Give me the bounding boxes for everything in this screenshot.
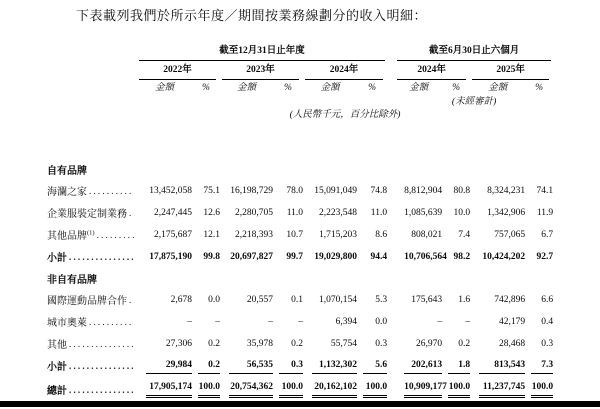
amount-cell: 1,085,639 — [404, 208, 443, 218]
amount-cell: 175,643 — [411, 295, 443, 305]
percent-cell: 5.6 — [357, 352, 387, 374]
spacer-cell — [387, 80, 395, 94]
amount-cell: 1,715,203 — [319, 230, 357, 240]
percent-cell: 11.0 — [286, 208, 303, 218]
amount-cell: 1,132,302 — [303, 352, 357, 374]
revenue-by-business-line-table — [47, 46, 553, 398]
row-label: 國際運動品牌合作 — [47, 296, 127, 307]
unaudited-note: (未經審計) — [451, 97, 497, 107]
dot-leader — [69, 251, 134, 264]
row-label-cell — [47, 199, 137, 221]
year-2023-cell — [220, 61, 303, 80]
amount-cell: 10,424,202 — [482, 252, 526, 262]
amount-cell: 35,978 — [246, 339, 273, 349]
row-label: 其他 — [47, 340, 67, 351]
year-2022-cell — [137, 61, 220, 80]
percent-cell: 99.7 — [286, 252, 303, 262]
percent-cell: 94.4 — [370, 252, 388, 262]
amount-cell: 813,543 — [470, 352, 525, 374]
percent-cell: 0.3 — [375, 339, 388, 349]
period-group-header-row — [47, 46, 553, 61]
percent-cell: 100.0 — [273, 374, 303, 398]
row-label-cell — [47, 221, 137, 243]
percent-cell: 0.2 — [291, 339, 303, 349]
percent-cell: 0.2 — [208, 339, 220, 349]
amount-col-header: 金額 — [488, 83, 508, 93]
table-row — [47, 308, 553, 330]
year-2024-label: 2024年 — [305, 65, 383, 80]
percent-cell: 6.6 — [541, 295, 554, 305]
percent-cell: 75.1 — [203, 186, 220, 196]
percent-cell: 0.3 — [541, 339, 554, 349]
percent-cell: 74.1 — [536, 186, 554, 196]
percent-cell: 78.0 — [286, 186, 303, 196]
amount-cell: 56,535 — [220, 352, 273, 374]
percent-col-header: % — [368, 83, 376, 93]
row-label-cell — [47, 330, 137, 352]
percent-cell: – — [465, 317, 471, 327]
amount-cell: 20,754,362 — [220, 374, 273, 398]
row-label-cell — [47, 243, 137, 265]
row-label: 海瀾之家 — [47, 187, 87, 198]
section-label: 自有品牌 — [47, 166, 87, 177]
annual-period-group-label: 截至12月31日止年度 — [139, 46, 385, 61]
amount-cell: 2,175,687 — [154, 230, 192, 240]
amount-cell: 2,280,705 — [235, 208, 273, 218]
table-row — [47, 221, 553, 243]
spacer-cell — [387, 286, 395, 308]
year-2024-cell — [303, 61, 387, 80]
units-note: (人民幣千元，百分比除外) — [289, 110, 401, 120]
spacer-cell — [387, 177, 395, 199]
percent-cell: 100.0 — [525, 374, 553, 398]
amount-cell: 1,070,154 — [319, 295, 357, 305]
table-row — [47, 352, 553, 374]
row-label-cell — [47, 352, 137, 374]
row-label: 小計 — [47, 362, 67, 373]
percent-cell: 0.2 — [192, 352, 220, 374]
percent-cell: 12.1 — [203, 230, 220, 240]
percent-cell: 0.2 — [458, 339, 471, 349]
empty-cell — [47, 108, 137, 121]
amount-cell: 26,970 — [415, 339, 443, 349]
amount-cell: 6,394 — [335, 317, 357, 327]
empty-cell — [47, 80, 137, 94]
dot-leader — [89, 316, 134, 329]
amount-cell: – — [437, 317, 443, 327]
percent-cell: 0.0 — [375, 317, 388, 327]
interim-2025-cell — [470, 61, 553, 80]
percent-cell: – — [215, 317, 220, 327]
row-label: 企業服裝定制業務 — [47, 209, 127, 220]
dot-leader — [129, 207, 134, 220]
percent-col-header: % — [202, 83, 210, 93]
spacer-cell — [387, 46, 395, 61]
spacer-cell — [387, 330, 395, 352]
percent-cell: 100.0 — [357, 374, 387, 398]
amount-cell: 8,812,904 — [404, 186, 443, 196]
row-label: 總計 — [47, 386, 67, 397]
percent-cell: 7.3 — [525, 352, 553, 374]
table-row — [47, 374, 553, 398]
row-label-cell — [47, 308, 137, 330]
section-label: 非自有品牌 — [47, 275, 97, 286]
interim-period-group-cell — [395, 46, 553, 61]
amount-cell: 2,223,548 — [319, 208, 357, 218]
percent-cell: 0.0 — [208, 295, 220, 305]
amount-cell: 10,706,564 — [404, 252, 447, 262]
spacer-cell — [387, 61, 395, 80]
page-title: 下表載列我們於所示年度／期間按業務線劃分的收入明細： — [76, 8, 428, 23]
dot-leader — [97, 229, 134, 242]
percent-cell: 7.4 — [458, 230, 471, 240]
table-body — [47, 121, 553, 398]
amount-cell: 19,029,800 — [314, 252, 357, 262]
percent-cell: 74.8 — [370, 186, 388, 196]
percent-col-header: % — [452, 83, 461, 93]
amount-cell: 742,896 — [494, 295, 526, 305]
amount-cell: – — [268, 317, 273, 327]
amount-cell: 27,306 — [165, 339, 192, 349]
amount-col-header: 金額 — [236, 83, 256, 93]
percent-cell: 80.8 — [453, 186, 471, 196]
unaudited-note-row — [47, 94, 553, 108]
amount-cell: 29,984 — [137, 352, 192, 374]
spacer-cell — [387, 374, 395, 398]
amount-cell: 202,613 — [395, 352, 442, 374]
percent-cell: 11.0 — [370, 208, 388, 218]
spacer-cell — [387, 308, 395, 330]
amount-col-header: 金額 — [320, 83, 340, 93]
dot-leader — [69, 360, 134, 373]
percent-cell: 0.1 — [291, 295, 303, 305]
table-row — [47, 286, 553, 308]
percent-col-header: % — [535, 83, 544, 93]
amount-cell: 2,247,445 — [154, 208, 192, 218]
percent-cell: 11.9 — [536, 208, 554, 218]
units-note-row — [47, 108, 553, 121]
percent-cell: 6.7 — [541, 230, 554, 240]
amount-cell: 10,909,177 — [395, 374, 442, 398]
amount-cell: 20,557 — [246, 295, 273, 305]
interim-period-group-label: 截至6月30日止六個月 — [397, 46, 551, 61]
percent-cell: 10.0 — [453, 208, 471, 218]
percent-cell: 8.6 — [375, 230, 388, 240]
amount-cell: 17,875,190 — [149, 252, 192, 262]
percent-cell: 100.0 — [442, 374, 470, 398]
amount-cell: 15,091,049 — [314, 186, 357, 196]
amount-col-header: 金額 — [154, 83, 174, 93]
row-label-cell — [47, 374, 137, 398]
table-row — [47, 243, 553, 265]
year-header-row — [47, 61, 553, 80]
dot-leader — [69, 384, 134, 397]
amount-cell: 1,342,906 — [487, 208, 526, 218]
dot-leader — [89, 185, 134, 198]
spacer-cell — [387, 352, 395, 374]
amount-cell: 2,218,393 — [235, 230, 273, 240]
section-row — [47, 121, 553, 177]
amount-cell: 20,162,102 — [303, 374, 357, 398]
page-bottom-rule — [0, 401, 600, 407]
amount-cell: 13,452,058 — [149, 186, 192, 196]
amount-cell: 55,754 — [330, 339, 357, 349]
percent-cell: 1.6 — [458, 295, 471, 305]
amount-cell: 757,065 — [494, 230, 526, 240]
row-label: 城市奧萊 — [47, 318, 87, 329]
annual-period-group-cell — [137, 46, 387, 61]
percent-cell: – — [298, 317, 303, 327]
table-row — [47, 330, 553, 352]
spacer-cell — [387, 243, 395, 265]
row-label: 其他品牌$^{(1)}$ — [47, 229, 95, 242]
dot-leader — [129, 294, 134, 307]
empty-cell — [47, 94, 395, 108]
section-row — [47, 265, 553, 286]
percent-cell: 0.3 — [273, 352, 303, 374]
amount-cell: – — [187, 317, 192, 327]
percent-cell: 12.6 — [203, 208, 220, 218]
interim-2024-label: 2024年 — [397, 65, 466, 80]
spacer-cell — [387, 221, 395, 243]
row-label-cell — [47, 177, 137, 199]
percent-cell: 1.8 — [442, 352, 470, 374]
percent-cell: 5.3 — [375, 295, 388, 305]
interim-2024-cell — [395, 61, 470, 80]
percent-cell: 100.0 — [192, 374, 220, 398]
empty-cell — [47, 46, 137, 61]
document-page — [0, 8, 600, 409]
amount-cell: 16,198,729 — [230, 186, 273, 196]
amount-cell: 17,905,174 — [137, 374, 192, 398]
percent-cell: 92.7 — [536, 252, 554, 262]
row-label-cell — [47, 286, 137, 308]
column-header-row — [47, 80, 553, 94]
year-2023-label: 2023年 — [222, 65, 299, 80]
percent-cell: 99.8 — [203, 252, 220, 262]
amount-cell: 808,021 — [411, 230, 443, 240]
empty-cell — [47, 61, 137, 80]
row-label: 小計 — [47, 253, 67, 264]
amount-col-header: 金額 — [409, 83, 429, 93]
percent-cell: 0.4 — [541, 317, 554, 327]
table-row — [47, 177, 553, 199]
amount-cell: 2,678 — [170, 295, 192, 305]
percent-cell: 10.7 — [286, 230, 303, 240]
amount-cell: 20,697,827 — [230, 252, 273, 262]
footnote-marker: (1) — [87, 229, 95, 237]
amount-cell: 11,237,745 — [470, 374, 525, 398]
table-header — [47, 46, 553, 121]
amount-cell: 8,324,231 — [487, 186, 526, 196]
table-row — [47, 199, 553, 221]
amount-cell: 42,179 — [498, 317, 526, 327]
year-2022-label: 2022年 — [139, 65, 216, 80]
amount-cell: 28,468 — [498, 339, 526, 349]
percent-col-header: % — [284, 83, 292, 93]
percent-cell: 98.2 — [453, 252, 471, 262]
spacer-cell — [387, 199, 395, 221]
dot-leader — [69, 338, 134, 351]
interim-2025-label: 2025年 — [472, 65, 549, 80]
